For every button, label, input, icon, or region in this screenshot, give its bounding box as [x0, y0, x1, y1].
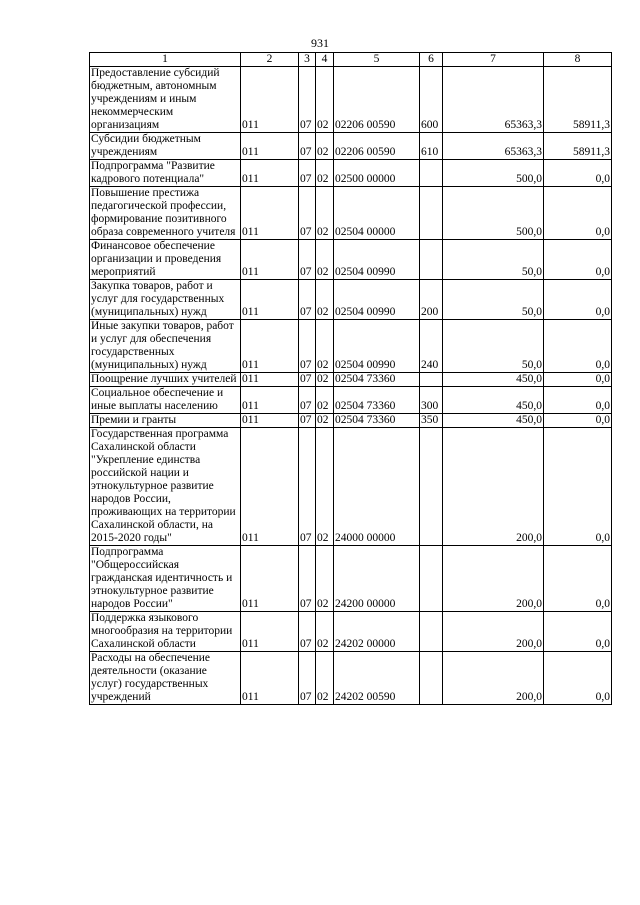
expense-type-cell [420, 187, 443, 240]
target-article-cell: 02504 73360 [334, 373, 420, 387]
expense-type-cell [420, 612, 443, 652]
expense-type-cell [420, 428, 443, 546]
subsection-cell: 02 [316, 67, 334, 133]
subsection-cell: 02 [316, 320, 334, 373]
amount-2018-cell: 450,0 [443, 387, 544, 414]
section-cell: 07 [299, 280, 316, 320]
table-row [90, 414, 612, 428]
section-cell: 07 [299, 428, 316, 546]
target-article-cell: 02504 73360 [334, 414, 420, 428]
column-header: 6 [420, 53, 443, 67]
table-row [90, 67, 612, 133]
target-article-cell: 02504 00000 [334, 187, 420, 240]
target-article-cell: 02504 73360 [334, 387, 420, 414]
expense-type-cell: 300 [420, 387, 443, 414]
ministry-code-cell: 011 [241, 320, 299, 373]
amount-2019-cell: 0,0 [544, 414, 612, 428]
section-cell: 07 [299, 387, 316, 414]
table-body [90, 67, 612, 705]
item-name-cell: Расходы на обеспечение деятельности (оказание услуг) государственных учреждений [90, 652, 241, 705]
table-row [90, 240, 612, 280]
item-name-cell: Поощрение лучших учителей [90, 373, 241, 387]
amount-2019-cell: 0,0 [544, 546, 612, 612]
table-row [90, 387, 612, 414]
table-header-row [90, 53, 612, 67]
section-cell: 07 [299, 160, 316, 187]
amount-2018-cell: 200,0 [443, 546, 544, 612]
subsection-cell: 02 [316, 414, 334, 428]
subsection-cell: 02 [316, 373, 334, 387]
page-number: 931 [311, 36, 329, 50]
subsection-cell: 02 [316, 387, 334, 414]
expense-type-cell [420, 160, 443, 187]
table-row [90, 652, 612, 705]
amount-2018-cell: 450,0 [443, 414, 544, 428]
table-row [90, 546, 612, 612]
item-name-cell: Премии и гранты [90, 414, 241, 428]
amount-2018-cell: 200,0 [443, 428, 544, 546]
target-article-cell: 02500 00000 [334, 160, 420, 187]
ministry-code-cell: 011 [241, 160, 299, 187]
amount-2018-cell: 50,0 [443, 320, 544, 373]
amount-2018-cell: 200,0 [443, 612, 544, 652]
section-cell: 07 [299, 67, 316, 133]
expense-type-cell: 600 [420, 67, 443, 133]
target-article-cell: 02206 00590 [334, 133, 420, 160]
target-article-cell: 24200 00000 [334, 546, 420, 612]
expense-type-cell: 240 [420, 320, 443, 373]
column-header: 7 [443, 53, 544, 67]
ministry-code-cell: 011 [241, 428, 299, 546]
item-name-cell: Подпрограмма "Развитие кадрового потенциала" [90, 160, 241, 187]
amount-2018-cell: 50,0 [443, 240, 544, 280]
section-cell: 07 [299, 652, 316, 705]
amount-2019-cell: 58911,3 [544, 67, 612, 133]
expense-type-cell [420, 546, 443, 612]
section-cell: 07 [299, 320, 316, 373]
amount-2019-cell: 0,0 [544, 280, 612, 320]
amount-2019-cell: 0,0 [544, 187, 612, 240]
section-cell: 07 [299, 612, 316, 652]
item-name-cell: Государственная программа Сахалинской области "Укрепление единства российской нации и этнокультурное развитие народов России, проживающих на территории Сахалинской области, на 2015-2020 годы" [90, 428, 241, 546]
target-article-cell: 02504 00990 [334, 240, 420, 280]
ministry-code-cell: 011 [241, 67, 299, 133]
target-article-cell: 24202 00590 [334, 652, 420, 705]
column-header: 5 [334, 53, 420, 67]
amount-2019-cell: 0,0 [544, 240, 612, 280]
item-name-cell: Субсидии бюджетным учреждениям [90, 133, 241, 160]
amount-2019-cell: 0,0 [544, 373, 612, 387]
expense-type-cell [420, 373, 443, 387]
table-row [90, 320, 612, 373]
table-row [90, 373, 612, 387]
expense-type-cell: 350 [420, 414, 443, 428]
table-row [90, 160, 612, 187]
amount-2018-cell: 500,0 [443, 160, 544, 187]
item-name-cell: Подпрограмма "Общероссийская гражданская идентичность и этнокультурное развитие народов России" [90, 546, 241, 612]
subsection-cell: 02 [316, 133, 334, 160]
ministry-code-cell: 011 [241, 240, 299, 280]
table-row [90, 133, 612, 160]
section-cell: 07 [299, 133, 316, 160]
amount-2019-cell: 0,0 [544, 160, 612, 187]
subsection-cell: 02 [316, 160, 334, 187]
section-cell: 07 [299, 373, 316, 387]
column-header: 2 [241, 53, 299, 67]
ministry-code-cell: 011 [241, 387, 299, 414]
subsection-cell: 02 [316, 280, 334, 320]
table-row [90, 612, 612, 652]
table-row [90, 280, 612, 320]
amount-2018-cell: 65363,3 [443, 133, 544, 160]
column-header: 4 [316, 53, 334, 67]
amount-2019-cell: 0,0 [544, 612, 612, 652]
ministry-code-cell: 011 [241, 652, 299, 705]
amount-2019-cell: 0,0 [544, 320, 612, 373]
amount-2018-cell: 450,0 [443, 373, 544, 387]
expense-type-cell [420, 652, 443, 705]
ministry-code-cell: 011 [241, 373, 299, 387]
column-header: 1 [90, 53, 241, 67]
section-cell: 07 [299, 414, 316, 428]
amount-2019-cell: 0,0 [544, 652, 612, 705]
subsection-cell: 02 [316, 187, 334, 240]
ministry-code-cell: 011 [241, 612, 299, 652]
expense-type-cell: 200 [420, 280, 443, 320]
item-name-cell: Финансовое обеспечение организации и проведения мероприятий [90, 240, 241, 280]
section-cell: 07 [299, 240, 316, 280]
amount-2019-cell: 0,0 [544, 428, 612, 546]
subsection-cell: 02 [316, 428, 334, 546]
target-article-cell: 24000 00000 [334, 428, 420, 546]
ministry-code-cell: 011 [241, 280, 299, 320]
section-cell: 07 [299, 187, 316, 240]
item-name-cell: Повышение престижа педагогической профессии, формирование позитивного образа современного учителя [90, 187, 241, 240]
item-name-cell: Иные закупки товаров, работ и услуг для обеспечения государственных (муниципальных) нужд [90, 320, 241, 373]
subsection-cell: 02 [316, 546, 334, 612]
target-article-cell: 24202 00000 [334, 612, 420, 652]
target-article-cell: 02206 00590 [334, 67, 420, 133]
expense-type-cell: 610 [420, 133, 443, 160]
subsection-cell: 02 [316, 612, 334, 652]
ministry-code-cell: 011 [241, 546, 299, 612]
target-article-cell: 02504 00990 [334, 320, 420, 373]
target-article-cell: 02504 00990 [334, 280, 420, 320]
subsection-cell: 02 [316, 652, 334, 705]
section-cell: 07 [299, 546, 316, 612]
item-name-cell: Закупка товаров, работ и услуг для государственных (муниципальных) нужд [90, 280, 241, 320]
table-row [90, 187, 612, 240]
subsection-cell: 02 [316, 240, 334, 280]
amount-2018-cell: 65363,3 [443, 67, 544, 133]
table-row [90, 428, 612, 546]
ministry-code-cell: 011 [241, 187, 299, 240]
column-header: 3 [299, 53, 316, 67]
amount-2018-cell: 500,0 [443, 187, 544, 240]
amount-2019-cell: 0,0 [544, 387, 612, 414]
item-name-cell: Социальное обеспечение и иные выплаты населению [90, 387, 241, 414]
amount-2019-cell: 58911,3 [544, 133, 612, 160]
expense-type-cell [420, 240, 443, 280]
item-name-cell: Поддержка языкового многообразия на территории Сахалинской области [90, 612, 241, 652]
amount-2018-cell: 200,0 [443, 652, 544, 705]
item-name-cell: Предоставление субсидий бюджетным, автономным учреждениям и иным некоммерческим организациям [90, 67, 241, 133]
ministry-code-cell: 011 [241, 414, 299, 428]
ministry-code-cell: 011 [241, 133, 299, 160]
column-header: 8 [544, 53, 612, 67]
budget-table [89, 52, 612, 705]
amount-2018-cell: 50,0 [443, 280, 544, 320]
